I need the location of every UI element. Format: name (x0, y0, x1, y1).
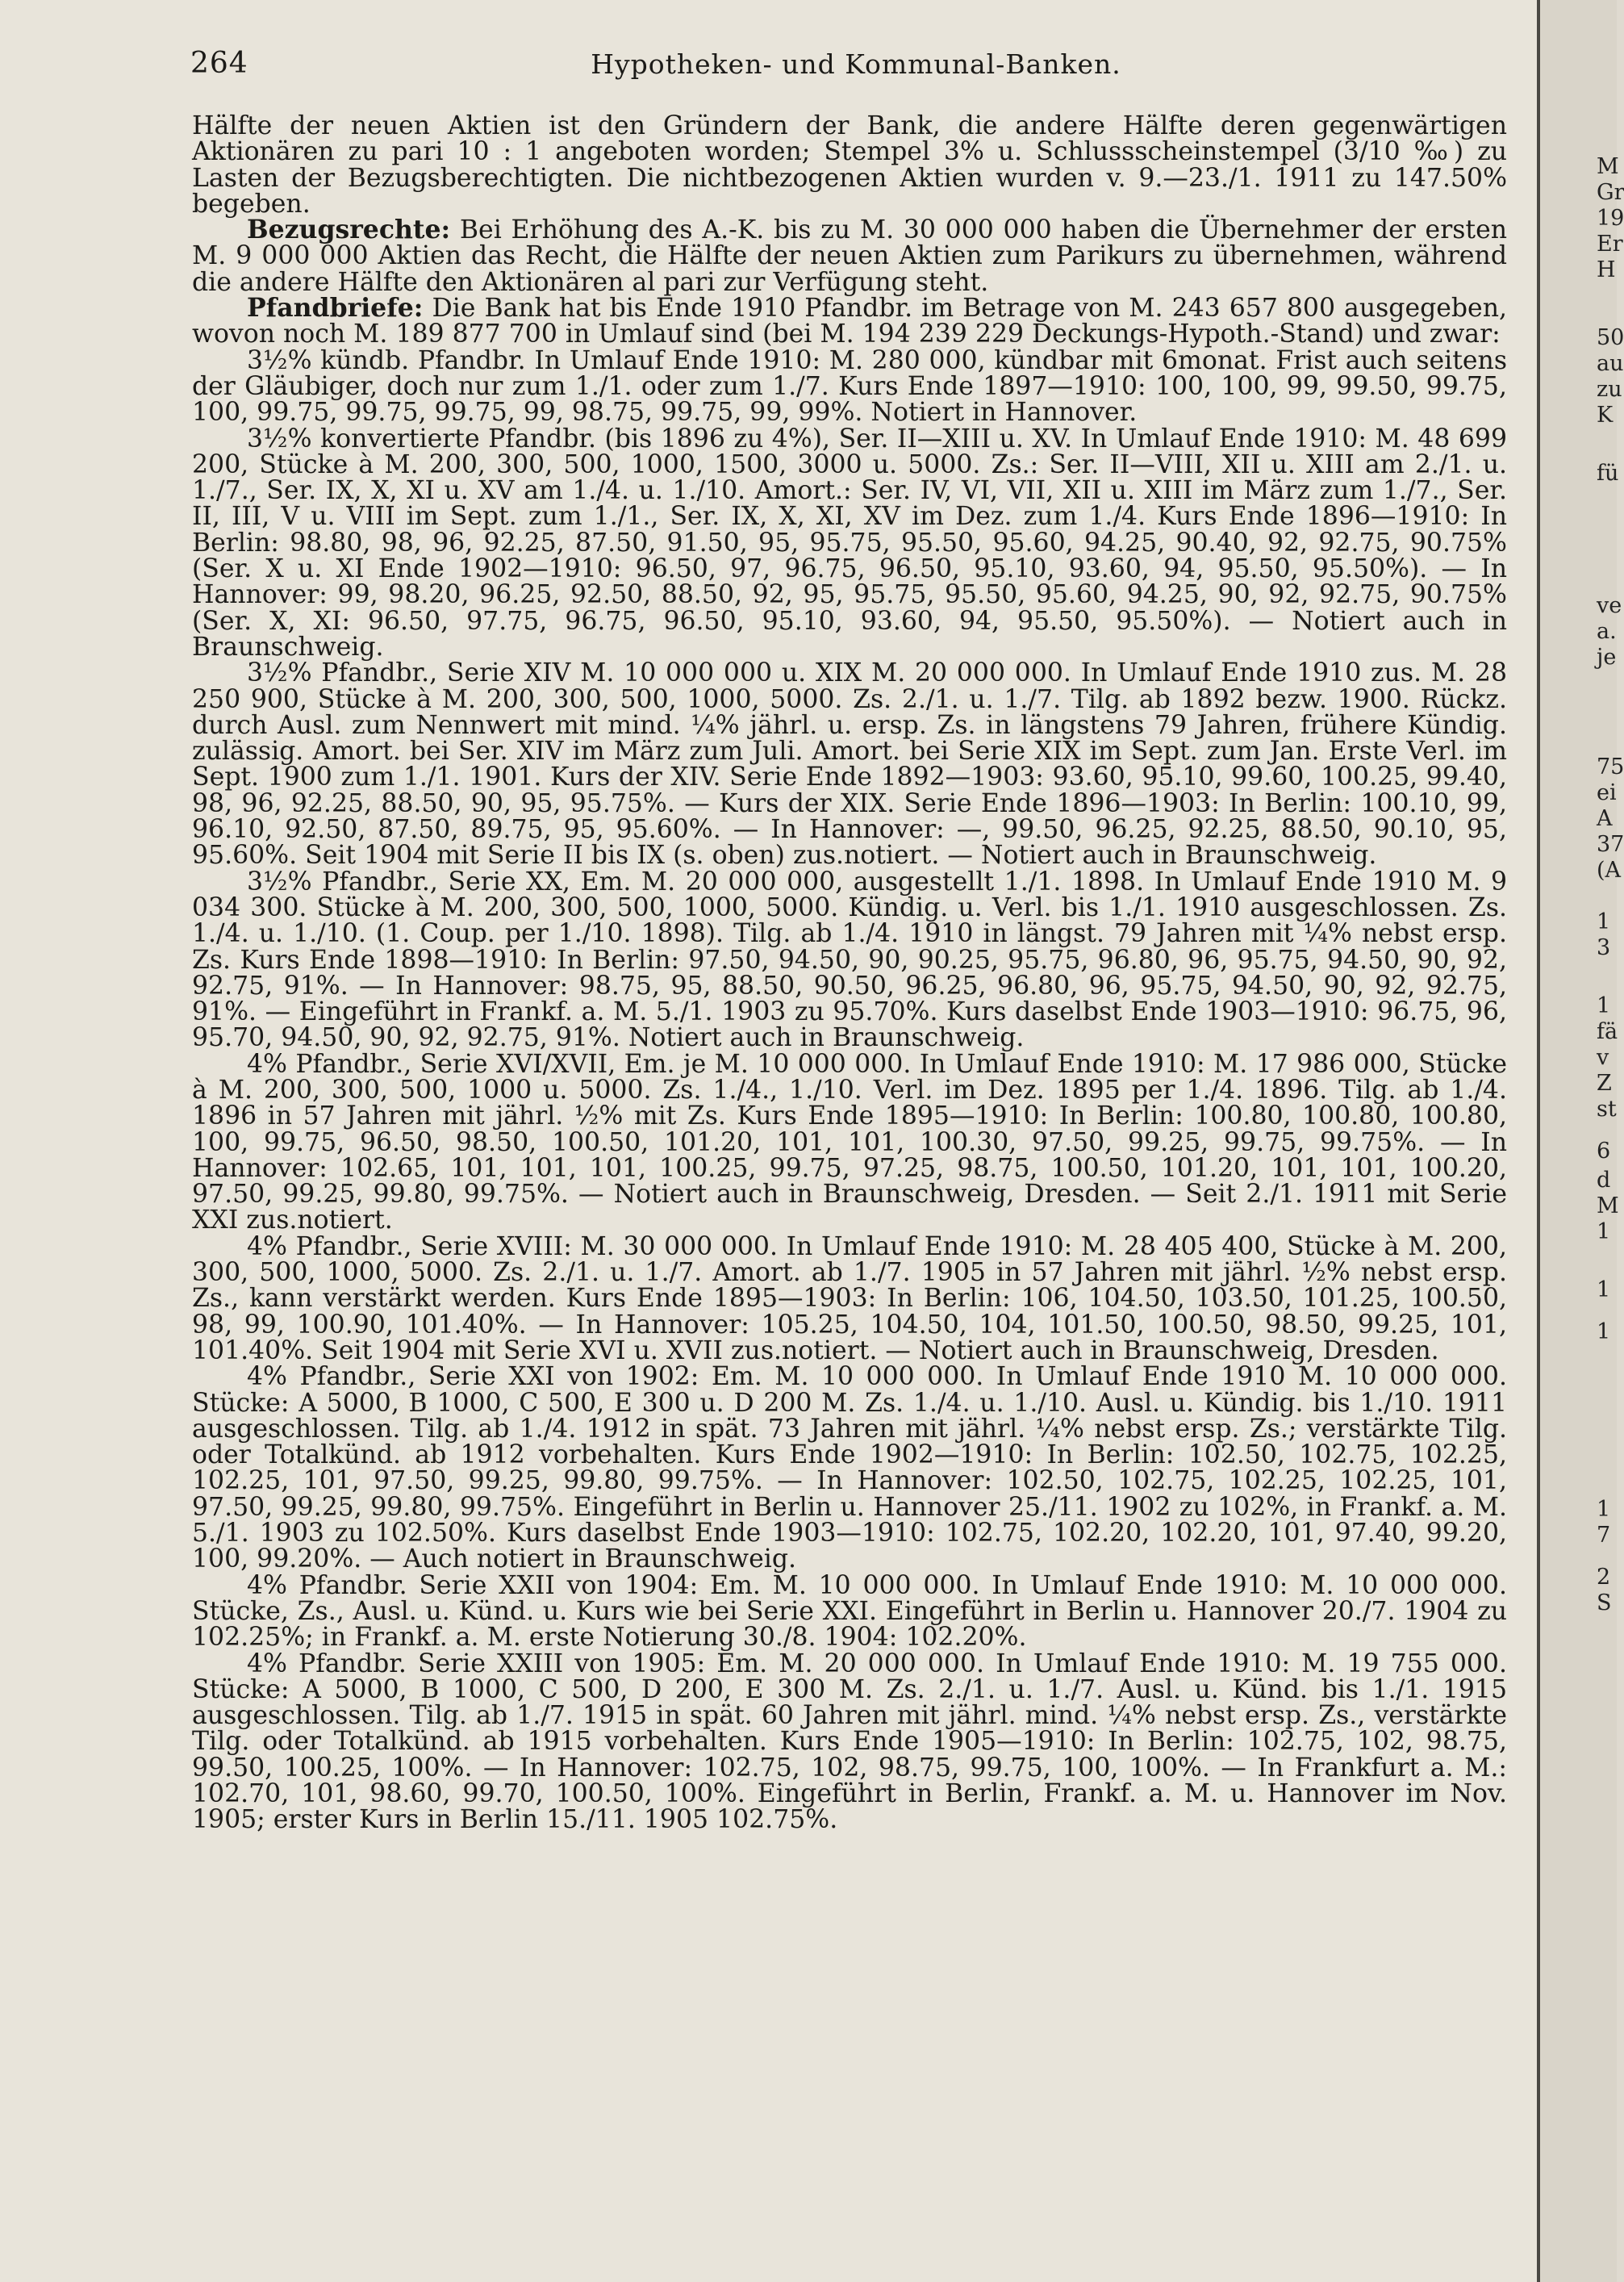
paragraph-serie-xviii: 4% Pfandbr., Serie XVIII: M. 30 000 000. In Umlauf Ende 1910: M. 28 405 400, Stücke à M. 200, 300, 500, 1000, 5000. Zs. 2./1. u. 1./7. Amort. ab 1./7. 1905 in 57 Jahren mit jährl. ½% nebst ersp. Zs., kann verstärkt werden. Kurs Ende 1895—1903: In Berlin: 106, 104.50, 103.50, 101.25, 100.50, 98, 99, 100.90, 101.40%. — In Hannover: 105.25, 104.50, 104, 101.50, 100.50, 98.50, 99.25, 101, 101.40%. Seit 1904 mit Serie XVI u. XVII zus.notiert. — Notiert auch in Braunschweig, Dresden. (192, 1231, 1507, 1365)
adjacent-page-fragment: 7 (1597, 1523, 1611, 1548)
adjacent-page-fragment: A (1597, 806, 1613, 831)
adjacent-page-fragment: fü (1597, 461, 1619, 486)
adjacent-page-fragment: 37 (1597, 832, 1624, 857)
paragraph-serie-xxi: 4% Pfandbr., Serie XXI von 1902: Em. M. 10 000 000. In Umlauf Ende 1910 M. 10 000 000. Stücke: A 5000, B 1000, C 500, E 300 u. D 200 M. Zs. 1./4. u. 1./10. Ausl. u. Kündig. bis 1./10. 1911 ausgeschlossen. Tilg. ab 1./4. 1912 in spät. 73 Jahren mit jährl. ¼% nebst ersp. Zs.; verstärkte Tilg. oder Totalkünd. ab 1912 vorbehalten. Kurs Ende 1902—1910: In Berlin: 102.50, 102.75, 102.25, 102.25, 101, 97.50, 99.25, 99.80, 99.75%. — In Hannover: 102.50, 102.75, 102.25, 102.25, 101, 97.50, 99.25, 99.80, 99.75%. Eingeführt in Berlin u. Hannover 25./11. 1902 zu 102%, in Frankf. a. M. 5./1. 1903 zu 102.50%. Kurs daselbst Ende 1903—1910: 102.75, 102.20, 102.20, 101, 97.40, 99.20, 100, 99.20%. — Auch notiert in Braunschweig. (192, 1362, 1507, 1574)
adjacent-page-fragment: v (1597, 1045, 1609, 1070)
running-title: Hypotheken- und Kommunal-Banken. (591, 48, 1121, 80)
paragraph-kuendbare-pfandbriefe: 3½% kündb. Pfandbr. In Umlauf Ende 1910: M. 280 000, kündbar mit 6monat. Frist auch seitens der Gläubiger, doch nur zum 1./1. oder zum 1./7. Kurs Ende 1897—1910: 100, 100, 99, 99.50, 99.75, 100, 99.75, 99.75, 99.75, 99, 98.75, 99.75, 99, 99%. Notiert in Hannover. (192, 345, 1507, 428)
adjacent-page-fragment: 75 (1597, 754, 1624, 779)
adjacent-page-fragment: Er (1597, 232, 1623, 257)
adjacent-page-fragment: je (1597, 645, 1617, 670)
adjacent-page-fragment: H (1597, 257, 1616, 282)
adjacent-page-fragment: 19 (1597, 206, 1624, 231)
page-header (190, 47, 1522, 82)
adjacent-page-fragment: (A (1597, 858, 1622, 883)
label-bezugsrechte: Bezugsrechte: (247, 215, 451, 245)
body-text (192, 113, 1507, 1833)
text-pfandbriefe: Die Bank hat bis Ende 1910 Pfandbr. im Betrage von M. 243 657 800 ausgegeben, wovon noch M. 189 877 700 in Umlauf sind (bei M. 194 239 229 Deckungs-Hypoth.-Stand) und zwar: (192, 294, 1507, 349)
adjacent-page-fragment: 1 (1597, 1219, 1611, 1244)
adjacent-page-fragment: 1 (1597, 993, 1611, 1018)
adjacent-page-fragment: M (1597, 154, 1619, 179)
adjacent-page-fragment: 1 (1597, 909, 1611, 934)
paragraph-shares: Hälfte der neuen Aktien ist den Gründern der Bank, die andere Hälfte deren gegenwärtigen Aktionären zu pari 10 : 1 angeboten worden; Stempel 3% u. Schlussscheinstempel (3/10 ‰) zu Lasten der Bezugsberechtigten. Die nichtbezogenen Aktien wurden v. 9.—23./1. 1911 zu 147.50% begeben. (192, 111, 1507, 219)
adjacent-page-fragment: fä (1597, 1019, 1618, 1044)
paragraph-serie-xxii: 4% Pfandbr. Serie XXII von 1904: Em. M. 10 000 000. In Umlauf Ende 1910: M. 10 000 000. Stücke, Zs., Ausl. u. Künd. u. Kurs wie bei Serie XXI. Eingeführt in Berlin u. Hannover 20./7. 1904 zu 102.25%; in Frankf. a. M. erste Notierung 30./8. 1904: 102.20%. (192, 1570, 1507, 1653)
adjacent-page-fragment: ei (1597, 780, 1617, 805)
adjacent-page-fragment: 6 (1597, 1139, 1611, 1164)
adjacent-page-fragment: st (1597, 1097, 1617, 1122)
paragraph-bezugsrechte (192, 217, 1507, 295)
adjacent-page-fragment: zu (1597, 377, 1622, 402)
adjacent-page-fragment: d (1597, 1168, 1611, 1193)
label-pfandbriefe: Pfandbriefe: (247, 293, 424, 324)
adjacent-page-fragment: au (1597, 351, 1624, 376)
adjacent-page-fragment: 1 (1597, 1277, 1611, 1302)
paragraph-pfandbriefe (192, 295, 1507, 348)
adjacent-page-fragment: a. (1597, 619, 1617, 644)
paragraph-serie-xvi-xvii: 4% Pfandbr., Serie XVI/XVII, Em. je M. 10 000 000. In Umlauf Ende 1910: M. 17 986 000, Stücke à M. 200, 300, 500, 1000 u. 5000. Zs. 1./4., 1./10. Verl. im Dez. 1895 per 1./4. 1896. Tilg. ab 1./4. 1896 in 57 Jahren mit jährl. ½% mit Zs. Kurs Ende 1895—1910: In Berlin: 100.80, 100.80, 100.80, 100, 99.75, 96.50, 98.50, 100.50, 101.20, 101, 101, 100.30, 97.50, 99.25, 99.75, 99.75%. — In Hannover: 102.65, 101, 101, 101, 100.25, 99.75, 97.25, 98.75, 100.50, 101.20, 101, 101, 100.20, 97.50, 99.25, 99.80, 99.75%. — Notiert auch in Braunschweig, Dresden. — Seit 2./1. 1911 mit Serie XXI zus.notiert. (192, 1049, 1507, 1235)
text-bezugsrechte: Bei Erhöhung des A.-K. bis zu M. 30 000 000 haben die Übernehmer der ersten M. 9 000 000 Aktien das Recht, die Hälfte der neuen Aktien zum Parikurs zu übernehmen, während die andere Hälfte den Aktionären al pari zur Verfügung steht. (192, 215, 1507, 297)
adjacent-page-fragment: Z (1597, 1071, 1612, 1096)
adjacent-page-fragment: 2 (1597, 1565, 1611, 1590)
adjacent-page-edge (1537, 0, 1624, 2282)
adjacent-page-fragment: 50 (1597, 325, 1624, 350)
adjacent-page-fragment: M (1597, 1193, 1619, 1218)
paragraph-serie-xxiii: 4% Pfandbr. Serie XXIII von 1905: Em. M. 20 000 000. In Umlauf Ende 1910: M. 19 755 000. Stücke: A 5000, B 1000, C 500, D 200, E 300 M. Zs. 2./1. u. 1./7. Ausl. u. Künd. bis 1./1. 1915 ausgeschlossen. Tilg. ab 1./7. 1915 in spät. 60 Jahren mit jährl. mind. ¼% nebst ersp. Zs., verstärkte Tilg. oder Totalkünd. ab 1915 vorbehalten. Kurs Ende 1905—1910: In Berlin: 102.75, 102, 98.75, 99.50, 100.25, 100%. — In Hannover: 102.75, 102, 98.75, 99.75, 100, 100%. — In Frankfurt a. M.: 102.70, 101, 98.60, 99.70, 100.50, 100%. Eingeführt in Berlin, Frankf. a. M. u. Hannover im Nov. 1905; erster Kurs in Berlin 15./11. 1905 102.75%. (192, 1649, 1507, 1835)
adjacent-page-fragment: 3 (1597, 935, 1611, 960)
paragraph-serie-xiv-xix: 3½% Pfandbr., Serie XIV M. 10 000 000 u. XIX M. 20 000 000. In Umlauf Ende 1910 zus. M. 28 250 900, Stücke à M. 200, 300, 500, 1000, 5000. Zs. 2./1. u. 1./7. Tilg. ab 1892 bezw. 1900. Rückz. durch Ausl. zum Nennwert mit mind. ¼% jährl. u. ersp. Zs. in längstens 79 Jahren, frühere Kündig. zulässig. Amort. bei Ser. XIV im März zum Juli. Amort. bei Serie XIX im Sept. zum Jan. Erste Verl. im Sept. 1900 zum 1./1. 1901. Kurs der XIV. Serie Ende 1892—1903: 93.60, 95.10, 99.60, 100.25, 99.40, 98, 96, 92.25, 88.50, 90, 95, 95.75%. — Kurs der XIX. Serie Ende 1896—1903: In Berlin: 100.10, 99, 96.10, 92.50, 87.50, 89.75, 95, 95.60%. — In Hannover: —, 99.50, 96.25, 92.25, 88.50, 90.10, 95, 95.60%. Seit 1904 mit Serie II bis IX (s. oben) zus.notiert. — Notiert auch in Braunschweig. (192, 658, 1507, 871)
adjacent-page-fragment: 1 (1597, 1319, 1611, 1344)
paragraph-konvertierte-pfandbriefe: 3½% konvertierte Pfandbr. (bis 1896 zu 4%), Ser. II—XIII u. XV. In Umlauf Ende 1910: M. 48 699 200, Stücke à M. 200, 300, 500, 1000, 1500, 3000 u. 5000. Zs.: Ser. II—VIII, XII u. XIII am 2./1. u. 1./7., Ser. IX, X, XI u. XV am 1./4. u. 1./10. Amort.: Ser. IV, VI, VII, XII u. XIII im März zum 1./7., Ser. II, III, V u. VIII im Sept. zum 1./1., Ser. IX, X, XI, XV im Dez. zum 1./4. Kurs Ende 1896—1910: In Berlin: 98.80, 98, 96, 92.25, 87.50, 91.50, 95, 95.75, 95.50, 95.60, 94.25, 90.40, 92, 92.75, 90.75% (Ser. X u. XI Ende 1902—1910: 96.50, 97, 96.75, 96.50, 95.10, 93.60, 94, 95.50, 95.50%). — In Hannover: 99, 98.20, 96.25, 92.50, 88.50, 92, 95, 95.75, 95.50, 95.60, 94.25, 90, 92, 92.75, 90.75% (Ser. X, XI: 96.50, 97.75, 96.75, 96.50, 95.10, 93.60, 94, 95.50, 95.50%). — Notiert auch in Braunschweig. (192, 424, 1507, 662)
adjacent-page-fragment: 1 (1597, 1497, 1611, 1522)
adjacent-page-fragment: Gr (1597, 180, 1624, 205)
page-number: 264 (190, 47, 248, 80)
paragraph-serie-xx: 3½% Pfandbr., Serie XX, Em. M. 20 000 000, ausgestellt 1./1. 1898. In Umlauf Ende 1910 M. 9 034 300. Stücke à M. 200, 300, 500, 1000, 5000. Kündig. u. Verl. bis 1./1. 1910 ausgeschlossen. Zs. 1./4. u. 1./10. (1. Coup. per 1./10. 1898). Tilg. ab 1./4. 1910 in längst. 79 Jahren mit ¼% nebst ersp. Zs. Kurs Ende 1898—1910: In Berlin: 97.50, 94.50, 90, 90.25, 95.75, 96.80, 96, 95.75, 94.50, 90, 92, 92.75, 91%. — In Hannover: 98.75, 95, 88.50, 90.50, 96.25, 96.80, 96, 95.75, 94.50, 90, 92, 92.75, 91%. — Eingeführt in Frankf. a. M. 5./1. 1903 zu 95.70%. Kurs daselbst Ende 1903—1910: 96.75, 96, 95.70, 94.50, 90, 92, 92.75, 91%. Notiert auch in Braunschweig. (192, 867, 1507, 1053)
adjacent-page-fragment: K (1597, 403, 1614, 428)
adjacent-page-fragment: ve (1597, 593, 1622, 618)
adjacent-page-fragment: S (1597, 1590, 1612, 1615)
